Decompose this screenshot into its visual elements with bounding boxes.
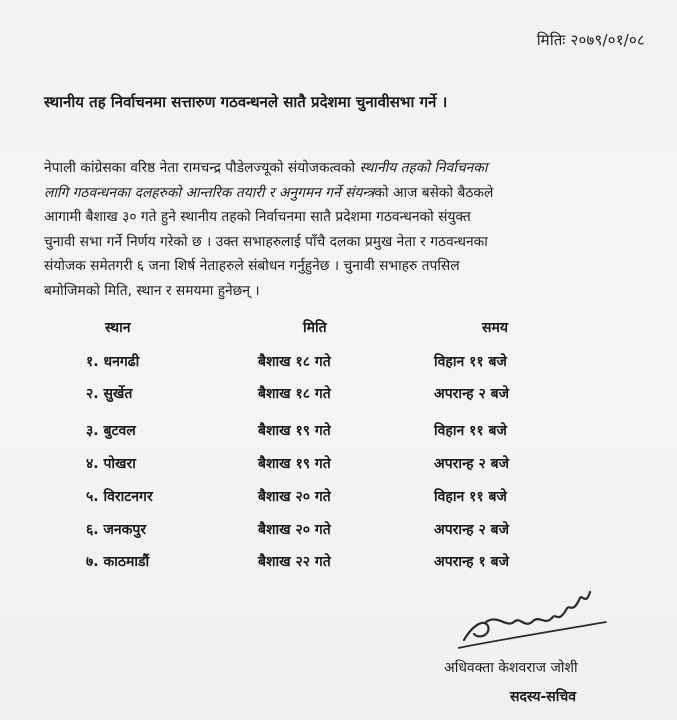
row-date: बैशाख १८ गते <box>258 386 331 402</box>
header-time: समय <box>482 320 508 336</box>
row-time: अपरान्ह २ बजे <box>434 386 510 402</box>
row-date: बैशाख २० गते <box>258 522 331 538</box>
row-date: बैशाख १९ गते <box>258 423 331 439</box>
handwritten-signature <box>458 582 608 652</box>
row-date: बैशाख १८ गते <box>258 354 331 370</box>
document-heading: स्थानीय तह निर्वाचनमा सत्तारुण गठवन्धनले सातै प्रदेशमा चुनावीसभा गर्ने । <box>44 93 448 111</box>
body-line-6: बमोजिमको मिति, स्थान र समयमा हुनेछन् । <box>44 282 260 299</box>
table-header <box>0 318 677 340</box>
document-date: मितिः २०७९/०१/०८ <box>536 31 645 49</box>
table-row <box>0 520 677 544</box>
table-row <box>0 487 677 511</box>
row-time: अपरान्ह १ बजे <box>434 554 510 570</box>
row-location: ३. बुटवल <box>86 423 136 439</box>
body-line-1-italic: स्थानीय तहको निर्वाचनका <box>359 160 488 176</box>
body-line-1 <box>44 156 644 181</box>
body-line-5: संयोजक समेतगरी ६ जना शिर्ष नेताहरुले संबोधन गर्नुहुनेछ । चुनावी सभाहरु तपसिल <box>44 258 460 275</box>
body-line-1-text: नेपाली कांग्रेसका वरिष्ठ नेता रामचन्द्र पौडेलज्यूको संयोजकत्वको <box>44 160 360 176</box>
row-date: बैशाख १९ गते <box>258 456 331 472</box>
row-time: विहान ११ बजे <box>434 423 507 439</box>
row-location: ५. विराटनगर <box>86 489 153 505</box>
row-date: बैशाख २२ गते <box>258 554 331 570</box>
table-row <box>0 454 677 478</box>
document-body <box>44 156 644 304</box>
signer-title: सदस्य-सचिव <box>510 689 577 705</box>
row-location: १. धनगढी <box>86 354 140 370</box>
table-row <box>0 552 677 576</box>
table-row <box>0 384 677 408</box>
row-time: अपरान्ह २ बजे <box>434 522 510 538</box>
header-date: मिति <box>303 320 327 336</box>
signer-name: अधिवक्ता केशवराज जोशी <box>444 660 578 676</box>
body-line-2-text: को आज बसेको बैठकले <box>374 184 494 201</box>
body-line-4: चुनावी सभा गर्ने निर्णय गरेको छ । उक्त सभाहरुलाई पाँचै दलका प्रमुख नेता र गठवन्धनका <box>44 233 488 250</box>
row-location: ६. जनकपुर <box>86 522 147 538</box>
table-row <box>0 421 677 445</box>
row-time: अपरान्ह २ बजे <box>434 456 510 472</box>
row-time: विहान ११ बजे <box>434 354 507 370</box>
row-location: ७. काठमाडौं <box>86 554 150 570</box>
row-location: ४. पोखरा <box>86 456 136 472</box>
row-date: बैशाख २० गते <box>258 489 331 505</box>
row-location: २. सुर्खेत <box>86 386 133 402</box>
body-line-2 <box>44 181 644 206</box>
row-time: विहान ११ बजे <box>434 489 507 505</box>
body-line-3: आगामी बैशाख ३० गते हुने स्थानीय तहको निर्वाचनमा सातै प्रदेशमा गठवन्धनको संयुक्त <box>44 209 471 226</box>
body-line-2-italic: लागि गठवन्धनका दलहरुको आन्तरिक तयारी र अनुगमन गर्ने संयन्त्र <box>44 184 375 201</box>
table-row <box>0 352 677 376</box>
header-location: स्थान <box>105 320 131 336</box>
